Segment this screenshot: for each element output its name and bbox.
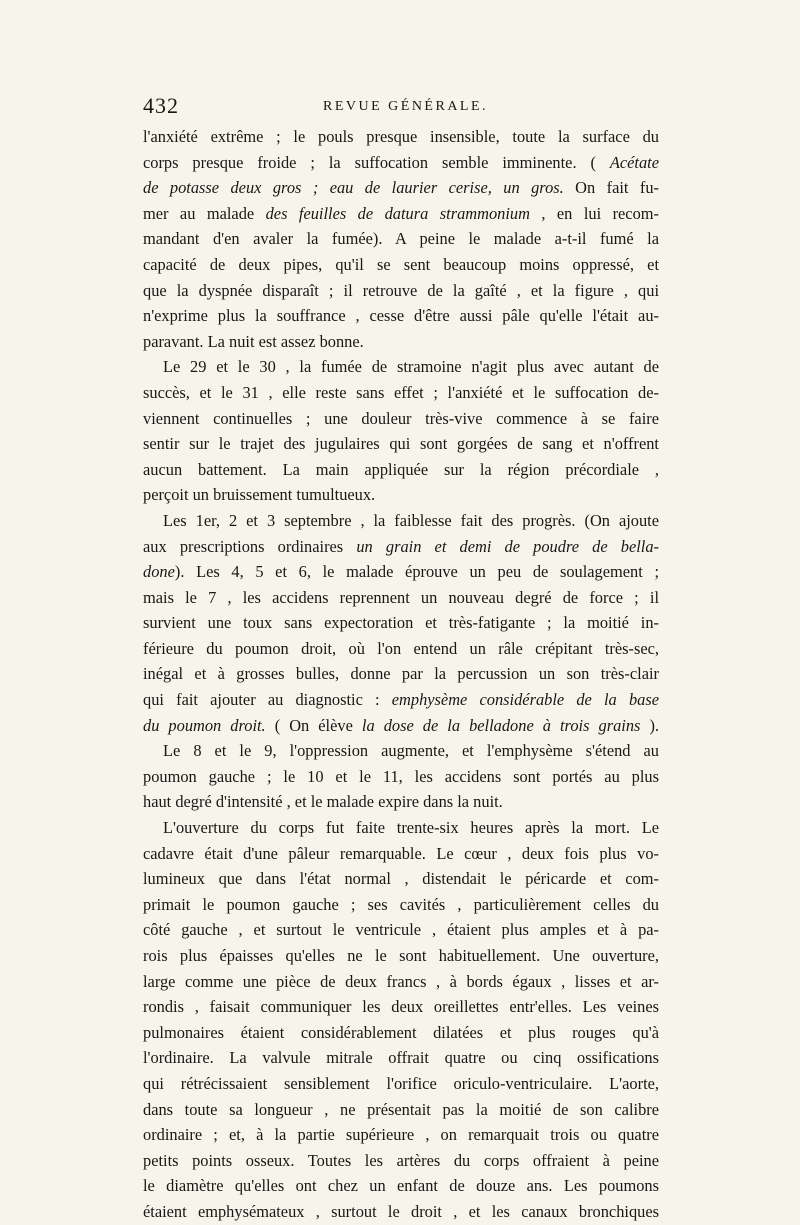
text-segment: Le 29 et le 30 , la fumée de stramoine n'agit plus avec autant de [163,357,659,377]
text-segment: large comme une pièce de deux francs , à bords égaux , lisses et ar- [143,971,659,991]
text-segment: aux prescriptions ordinaires [143,536,357,556]
text-segment: succès, et le 31 , elle reste sans effet ; l'anxiété et le suffocation de- [143,382,659,402]
italic-text: la dose de la belladone à trois grains [361,715,641,735]
text-segment: ( On élève [265,715,362,735]
text-line [143,687,659,713]
text-line [143,1097,659,1123]
text-line [143,1071,659,1097]
text-segment: capacité de deux pipes, qu'il se sent beaucoup moins oppressé, et [143,254,659,274]
text-line [143,303,659,329]
text-segment: qui fait ajouter au diagnostic : [143,690,392,710]
text-segment: dans toute sa longueur , ne présentait pas la moitié de son calibre [143,1099,659,1119]
running-head: REVUE GÉNÉRALE. [323,99,489,114]
text-line [143,866,659,892]
text-line [143,278,659,304]
text-line [143,841,659,867]
text-segment: qui rétrécissaient sensiblement l'orifice oriculo-ventriculaire. L'aorte, [143,1073,659,1093]
text-line [143,175,659,201]
text-segment: L'ouverture du corps fut faite trente-six heures après la mort. Le [163,818,659,838]
text-segment: lumineux que dans l'état normal , distendait le péricarde et com- [143,869,659,889]
page-number: 432 [143,93,179,118]
italic-text: du poumon droit. [143,715,266,735]
text-line [143,764,659,790]
text-segment: mais le 7 , les accidens reprennent un nouveau degré de force ; il [143,587,659,607]
text-segment: rois plus épaisses qu'elles ne le sont habituellement. Une ouverture, [143,946,659,965]
text-line [143,661,659,687]
text-line [143,482,659,508]
text-segment: l'anxiété extrême ; le pouls presque insensible, toute la surface du [143,127,659,146]
text-segment: Le 8 et le 9, l'oppression augmente, et l'emphysème s'étend au [163,741,659,761]
text-line [143,943,659,969]
text-line [143,1173,659,1199]
text-line [143,201,659,227]
text-line [143,994,659,1020]
text-line [143,1148,659,1174]
text-line [143,457,659,483]
body-text [143,124,659,1225]
text-line [143,892,659,918]
italic-text: Acétate [609,152,659,172]
text-segment: mandant d'en avaler la fumée). A peine le malade a-t-il fumé la [143,229,659,249]
text-segment: On fait fu- [563,178,660,198]
text-segment: petits points osseux. Toutes les artères du corps offraient à peine [143,1150,659,1170]
text-line [143,354,659,380]
text-segment: , en lui recom- [529,203,659,223]
text-segment: ordinaire ; et, à la partie supérieure , on remarquait trois ou quatre [143,1125,659,1145]
italic-text: done [143,562,175,582]
text-line [143,508,659,534]
text-line [143,1045,659,1071]
text-segment: férieure du poumon droit, où l'on entend un râle crépitant très-sec, [143,638,659,658]
text-line [143,431,659,457]
text-line [143,559,659,585]
text-segment: ). [640,715,660,735]
text-line [143,815,659,841]
text-line [143,1199,659,1225]
text-line [143,150,659,176]
page-header [143,93,656,123]
text-segment: côté gauche , et surtout le ventricule , étaient plus amples et à pa- [143,920,659,940]
italic-text: emphysème considérable de la base [391,690,659,710]
text-line [143,252,659,278]
text-segment: sentir sur le trajet des jugulaires qui sont gorgées de sang et n'offrent [143,434,659,454]
text-segment: poumon gauche ; le 10 et le 11, les accidens sont portés au plus [143,766,659,786]
italic-text: de potasse deux gros ; eau de laurier cerise, un gros. [143,178,564,198]
text-line [143,738,659,764]
text-line [143,1122,659,1148]
italic-text: un grain et demi de poudre de bella- [356,536,659,556]
text-line [143,610,659,636]
text-segment: mer au malade [143,203,266,223]
italic-text: des feuilles de datura strammonium [265,203,530,223]
text-segment: rondis , faisait communiquer les deux oreillettes entr'elles. Les veines [143,997,659,1017]
text-line [143,789,659,815]
text-segment: viennent continuelles ; une douleur très-vive commence à se faire [143,408,659,428]
text-segment: paravant. La nuit est assez bonne. [143,331,364,351]
text-segment: n'exprime plus la souffrance , cesse d'être aussi pâle qu'elle l'était au- [143,306,659,326]
text-segment: pulmonaires étaient considérablement dilatées et plus rouges qu'à [143,1022,659,1042]
text-segment: cadavre était d'une pâleur remarquable. Le cœur , deux fois plus vo- [143,843,659,863]
text-line [143,534,659,560]
text-segment: Les 1er, 2 et 3 septembre , la faiblesse fait des progrès. (On ajoute [163,510,659,530]
text-line [143,636,659,662]
text-segment: inégal et à grosses bulles, donne par la percussion un son très-clair [143,664,659,684]
text-line [143,585,659,611]
text-line [143,329,659,355]
text-segment: primait le poumon gauche ; ses cavités , particulièrement celles du [143,894,659,914]
text-line [143,713,659,739]
text-segment: survient une toux sans expectoration et très-fatigante ; la moitié in- [143,613,659,633]
text-segment: étaient emphysémateux , surtout le droit , et les canaux bronchiques [143,1201,659,1221]
text-segment: l'ordinaire. La valvule mitrale offrait quatre ou cinq ossifications [143,1048,659,1068]
text-segment: corps presque froide ; la suffocation semble imminente. ( [143,152,610,172]
text-line [143,917,659,943]
text-line [143,406,659,432]
text-segment: que la dyspnée disparaît ; il retrouve de la gaîté , et la figure , qui [143,280,659,300]
text-segment: le diamètre qu'elles ont chez un enfant de douze ans. Les poumons [143,1176,659,1196]
text-line [143,124,659,150]
text-line [143,1020,659,1046]
text-line [143,380,659,406]
text-segment: haut degré d'intensité , et le malade expire dans la nuit. [143,792,503,812]
text-line [143,969,659,995]
text-segment: aucun battement. La main appliquée sur la région précordiale , [143,459,659,479]
text-line [143,226,659,252]
text-segment: perçoit un bruissement tumultueux. [143,485,376,505]
text-segment: ). Les 4, 5 et 6, le malade éprouve un peu de soulagement ; [174,562,659,582]
